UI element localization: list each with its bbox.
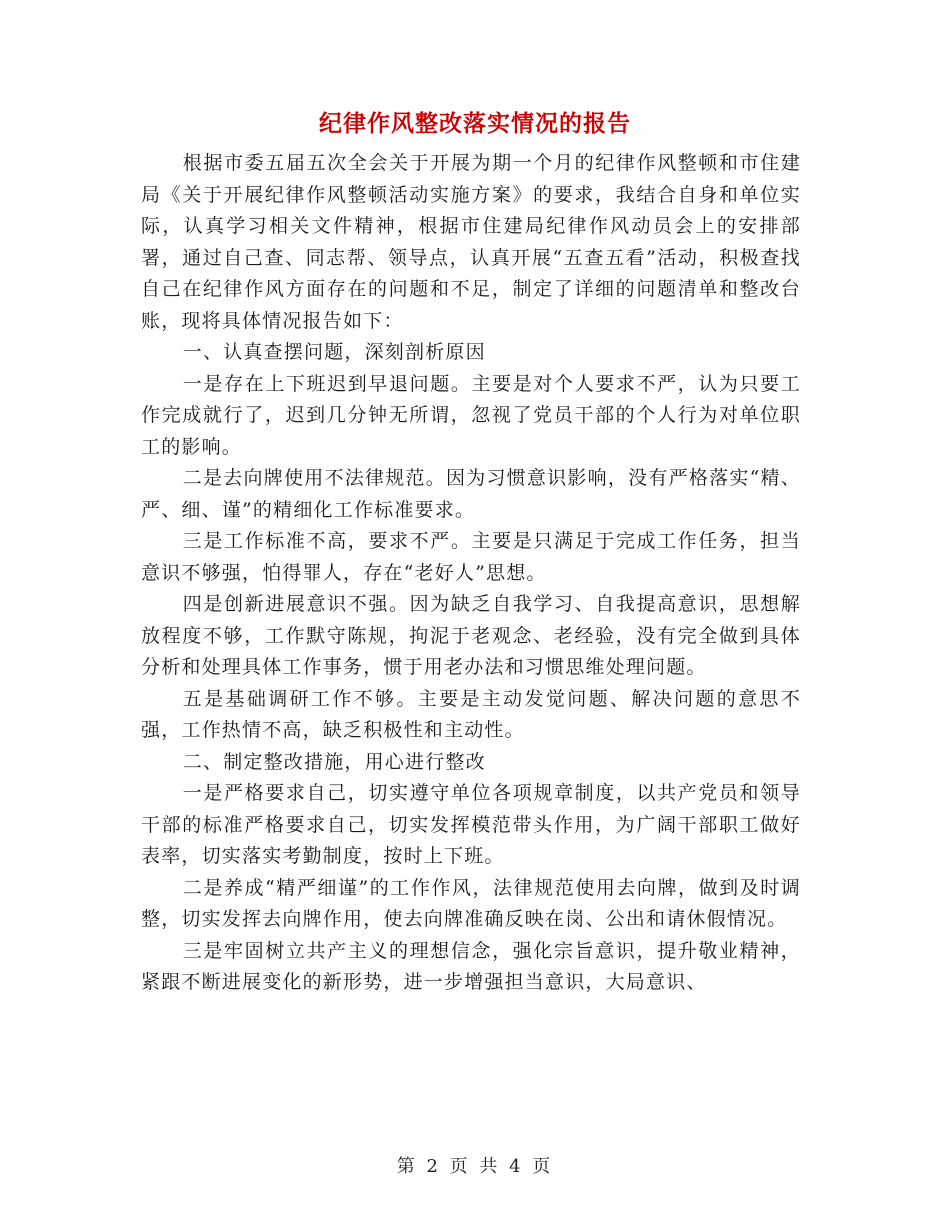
paragraph: 二是去向牌使用不法律规范。因为习惯意识影响，没有严格落实“精、严、细、谨”的精细化工作标准要求。 xyxy=(141,467,801,521)
section-heading-2: 二、制定整改措施，用心进行整改 xyxy=(182,750,486,773)
paragraph: 四是创新进展意识不强。因为缺乏自我学习、自我提高意识，思想解放程度不够，工作默守陈规，拘泥于老观念、老经验，没有完全做到具体分析和处理具体工作事务，惯于用老办法和习惯思维处理问题。 xyxy=(141,593,801,678)
page-footer: 第 2 页 共 4 页 xyxy=(396,1156,554,1177)
paragraph: 三是工作标准不高，要求不严。主要是只满足于完成工作任务，担当意识不够强，怕得罪人，存在“老好人”思想。 xyxy=(141,530,801,584)
paragraph-intro: 根据市委五届五次全会关于开展为期一个月的纪律作风整顿和市住建局《关于开展纪律作风整顿活动实施方案》的要求，我结合自身和单位实际，认真学习相关文件精神，根据市住建局纪律作风动员会上的安排部署，通过自己查、同志帮、领导点，认真开展“五查五看”活动，积极查找自己在纪律作风方面存在的问题和不足，制定了详细的问题清单和整改台账，现将具体情况报告如下： xyxy=(141,152,801,332)
paragraph: 一是存在上下班迟到早退问题。主要是对个人要求不严，认为只要工作完成就行了，迟到几分钟无所谓，忽视了党员干部的个人行为对单位职工的影响。 xyxy=(141,372,801,458)
document-body xyxy=(141,148,801,999)
paragraph: 二是养成“精严细谨”的工作作风，法律规范使用去向牌，做到及时调整，切实发挥去向牌作用，使去向牌准确反映在岗、公出和请休假情况。 xyxy=(141,876,801,930)
paragraph: 五是基础调研工作不够。主要是主动发觉问题、解决问题的意思不强，工作热情不高，缺乏积极性和主动性。 xyxy=(141,687,801,741)
page-title: 纪律作风整改落实情况的报告 xyxy=(319,110,631,137)
paragraph: 三是牢固树立共产主义的理想信念，强化宗旨意识，提升敬业精神，紧跟不断进展变化的新形势，进一步增强担当意识，大局意识、 xyxy=(141,939,801,993)
section-heading-1: 一、认真查摆问题，深刻剖析原因 xyxy=(182,341,486,363)
paragraph: 一是严格要求自己，切实遵守单位各项规章制度，以共产党员和领导干部的标准严格要求自己，切实发挥模范带头作用，为广阔干部职工做好表率，切实落实考勤制度，按时上下班。 xyxy=(141,782,801,867)
